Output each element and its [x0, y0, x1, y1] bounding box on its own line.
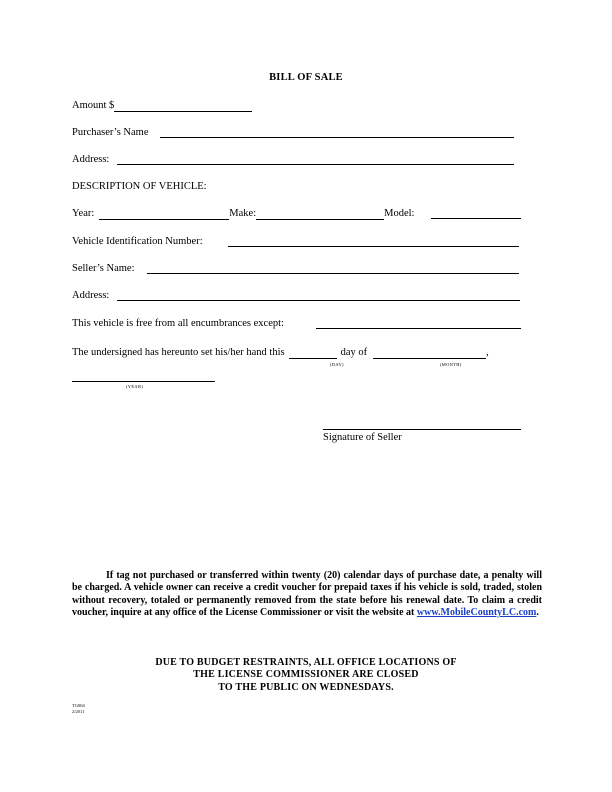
model-label: Model: — [384, 208, 415, 219]
seller-name-field[interactable] — [147, 262, 519, 274]
tag-penalty-notice — [72, 570, 542, 620]
purchaser-name-field[interactable] — [160, 126, 514, 138]
form-code — [72, 703, 85, 715]
seller-address-field[interactable] — [117, 289, 520, 301]
model-field[interactable] — [431, 207, 521, 219]
day-of-label: day of — [340, 347, 368, 358]
seller-row — [72, 263, 519, 275]
undersigned-label: The undersigned has hereunto set his/her hand this — [72, 347, 285, 358]
website-link[interactable]: www.MobileCountyLC.com — [416, 607, 537, 619]
seller-signature-line[interactable] — [323, 429, 521, 430]
description-heading: DESCRIPTION OF VEHICLE: — [72, 181, 207, 192]
year-label: Year: — [72, 208, 95, 219]
purchaser-label: Purchaser’s Name — [72, 127, 149, 138]
undersigned-row — [72, 347, 489, 359]
purchaser-row — [72, 127, 514, 139]
form-id: TG004 — [72, 703, 85, 708]
seller-address-row — [72, 290, 520, 302]
year-sublabel: (YEAR) — [126, 384, 144, 389]
sign-year-field[interactable] — [72, 370, 215, 382]
purchaser-address-field[interactable] — [117, 153, 514, 165]
amount-field[interactable] — [114, 100, 252, 112]
notice-text: If tag not purchased or transferred within twenty (20) calendar days of purchase date, a penalty will be charged. A vehicle owner can receive a credit voucher for prepaid taxes if his vehicle is sold, traded, stolen without recovery, totaled or permanently removed from the state before his renewal date. To claim a credit voucher, inquire at any office of the License Commissioner or visit the website at — [72, 570, 542, 619]
vin-label: Vehicle Identification Number: — [72, 236, 203, 247]
month-field[interactable] — [373, 347, 486, 359]
vin-field[interactable] — [228, 235, 519, 247]
seller-signature-label: Signature of Seller — [323, 432, 402, 443]
office-closure-notice — [0, 657, 612, 694]
encumbrances-field[interactable] — [316, 317, 521, 329]
encumbrances-row — [72, 318, 521, 330]
purchaser-address-label: Address: — [72, 154, 110, 165]
vin-row — [72, 236, 519, 248]
purchaser-address-row — [72, 154, 514, 166]
page-title: BILL OF SALE — [269, 72, 343, 83]
amount-label: Amount $ — [72, 100, 115, 111]
trailing-comma: , — [486, 347, 489, 358]
day-field[interactable] — [289, 347, 337, 359]
amount-row — [72, 100, 252, 112]
seller-label: Seller’s Name: — [72, 263, 135, 274]
seller-address-label: Address: — [72, 290, 110, 301]
year-field[interactable] — [99, 208, 229, 220]
encumbrances-label: This vehicle is free from all encumbrances except: — [72, 318, 284, 329]
year-sign-row — [72, 370, 215, 382]
closure-line-2: THE LICENSE COMMISSIONER ARE CLOSED — [193, 669, 419, 681]
closure-line-3: TO THE PUBLIC ON WEDNESDAYS. — [218, 681, 394, 693]
notice-end: . — [536, 607, 539, 619]
form-date: 2/2011 — [72, 709, 85, 714]
closure-line-1: DUE TO BUDGET RESTRAINTS, ALL OFFICE LOCATIONS OF — [155, 657, 457, 668]
day-sublabel: (DAY) — [330, 362, 344, 367]
year-make-model-row — [72, 208, 521, 220]
make-field[interactable] — [256, 208, 384, 220]
month-sublabel: (MONTH) — [440, 362, 462, 367]
make-label: Make: — [229, 208, 257, 219]
